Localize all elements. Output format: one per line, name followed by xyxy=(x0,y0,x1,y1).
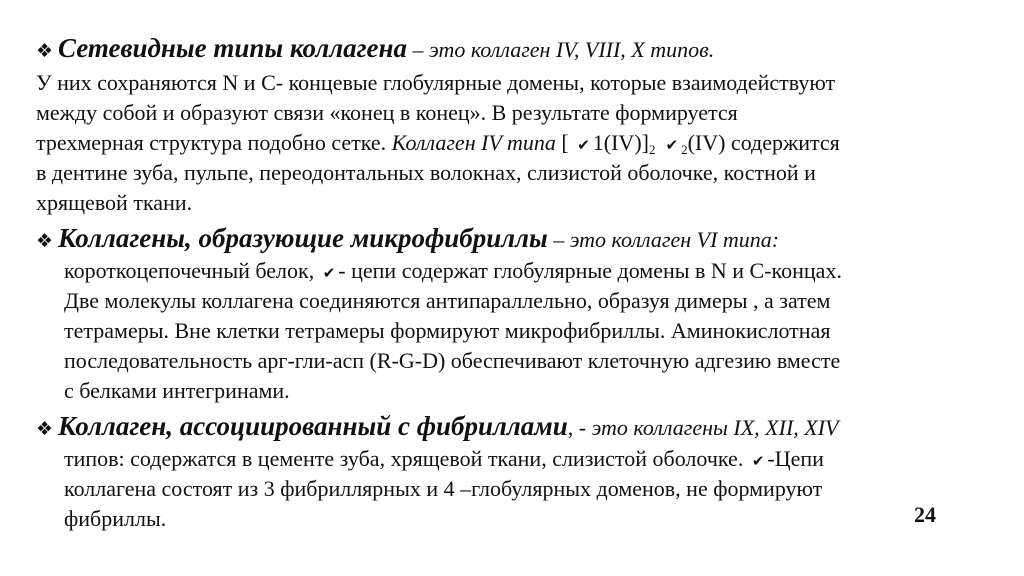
formula-fragment: 1(IV)] xyxy=(592,130,649,155)
text-fragment: короткоцепочечный белок, xyxy=(64,258,320,283)
bullet-3-subtitle: - это коллагены IX, XII, XIV xyxy=(573,415,839,440)
bullet-1-text-line-4: в дентине зуба, пульпе, переодонтальных волокнах, слизистой оболочке, костной и xyxy=(36,160,816,185)
bullet-2-text-line-4: последовательность арг-гли-асп (R-G-D) обеспечивают клеточную адгезию вместе xyxy=(64,348,841,373)
bullet-1-text-line-5: хрящевой ткани. xyxy=(36,190,193,215)
text-fragment: [ xyxy=(555,130,575,155)
bullet-2-heading-line xyxy=(36,223,779,256)
check-icon: ✔ xyxy=(665,136,679,154)
text-fragment: трехмерная структура подобно сетке. xyxy=(36,130,392,155)
bullet-1-text-line-3 xyxy=(36,128,840,160)
text-fragment: типов: содержатся в цементе зуба, хрящевой ткани, слизистой оболочке. xyxy=(64,446,749,471)
text-fragment: -Цепи xyxy=(767,446,824,471)
bullet-3-text-line-3: фибриллы. xyxy=(64,506,167,531)
bullet-2-subtitle: – это коллаген VI типа: xyxy=(547,227,780,252)
check-icon: ✔ xyxy=(322,264,336,282)
bullet-2-text-line-2: Две молекулы коллагена соединяются антипараллельно, образуя димеры , а затем xyxy=(64,288,831,313)
formula-fragment: (IV) содержится xyxy=(687,130,840,155)
bullet-3-heading-line xyxy=(36,411,838,444)
bullet-2-text-line-1 xyxy=(64,256,842,288)
bullet-1-heading-line xyxy=(36,33,714,66)
bullet-1-heading: Сетевидные типы коллагена xyxy=(58,33,408,63)
collagen-iv-label: Коллаген IV типа xyxy=(391,130,556,155)
formula-subscript: 2 xyxy=(681,142,688,157)
bullet-2-text-line-3: тетрамеры. Вне клетки тетрамеры формируют микрофибриллы. Аминокислотная xyxy=(64,318,831,343)
bullet-1-subtitle: – это коллаген IV, VIII, X типов. xyxy=(407,37,715,62)
bullet-3-heading: Коллаген, ассоциированный с фибриллами xyxy=(58,411,568,441)
bullet-1-text-line-2: между собой и образуют связи «конец в конец». В результате формируется xyxy=(36,100,738,125)
check-icon: ✔ xyxy=(751,452,765,470)
bullet-3-text-line-1 xyxy=(64,444,824,476)
bullet-1-text-line-1: У них сохраняются N и С- концевые глобулярные домены, которые взаимодействуют xyxy=(36,70,836,95)
bullet-2-text-line-5: с белками интегринами. xyxy=(64,378,290,403)
formula-subscript: 2 xyxy=(648,142,656,157)
check-icon: ✔ xyxy=(577,136,590,154)
diamond-bullet-icon: ❖ xyxy=(36,40,54,62)
text-fragment: , xyxy=(567,415,574,440)
diamond-bullet-icon: ❖ xyxy=(36,418,54,440)
bullet-3-text-line-2: коллагена состоят из 3 фибриллярных и 4 –глобулярных доменов, не формируют xyxy=(64,476,823,501)
diamond-bullet-icon: ❖ xyxy=(36,230,54,252)
page-number: 24 xyxy=(914,502,936,527)
bullet-2-heading: Коллагены, образующие микрофибриллы xyxy=(58,223,548,253)
text-fragment: - цепи содержат глобулярные домены в N и С-концах. xyxy=(338,258,842,283)
